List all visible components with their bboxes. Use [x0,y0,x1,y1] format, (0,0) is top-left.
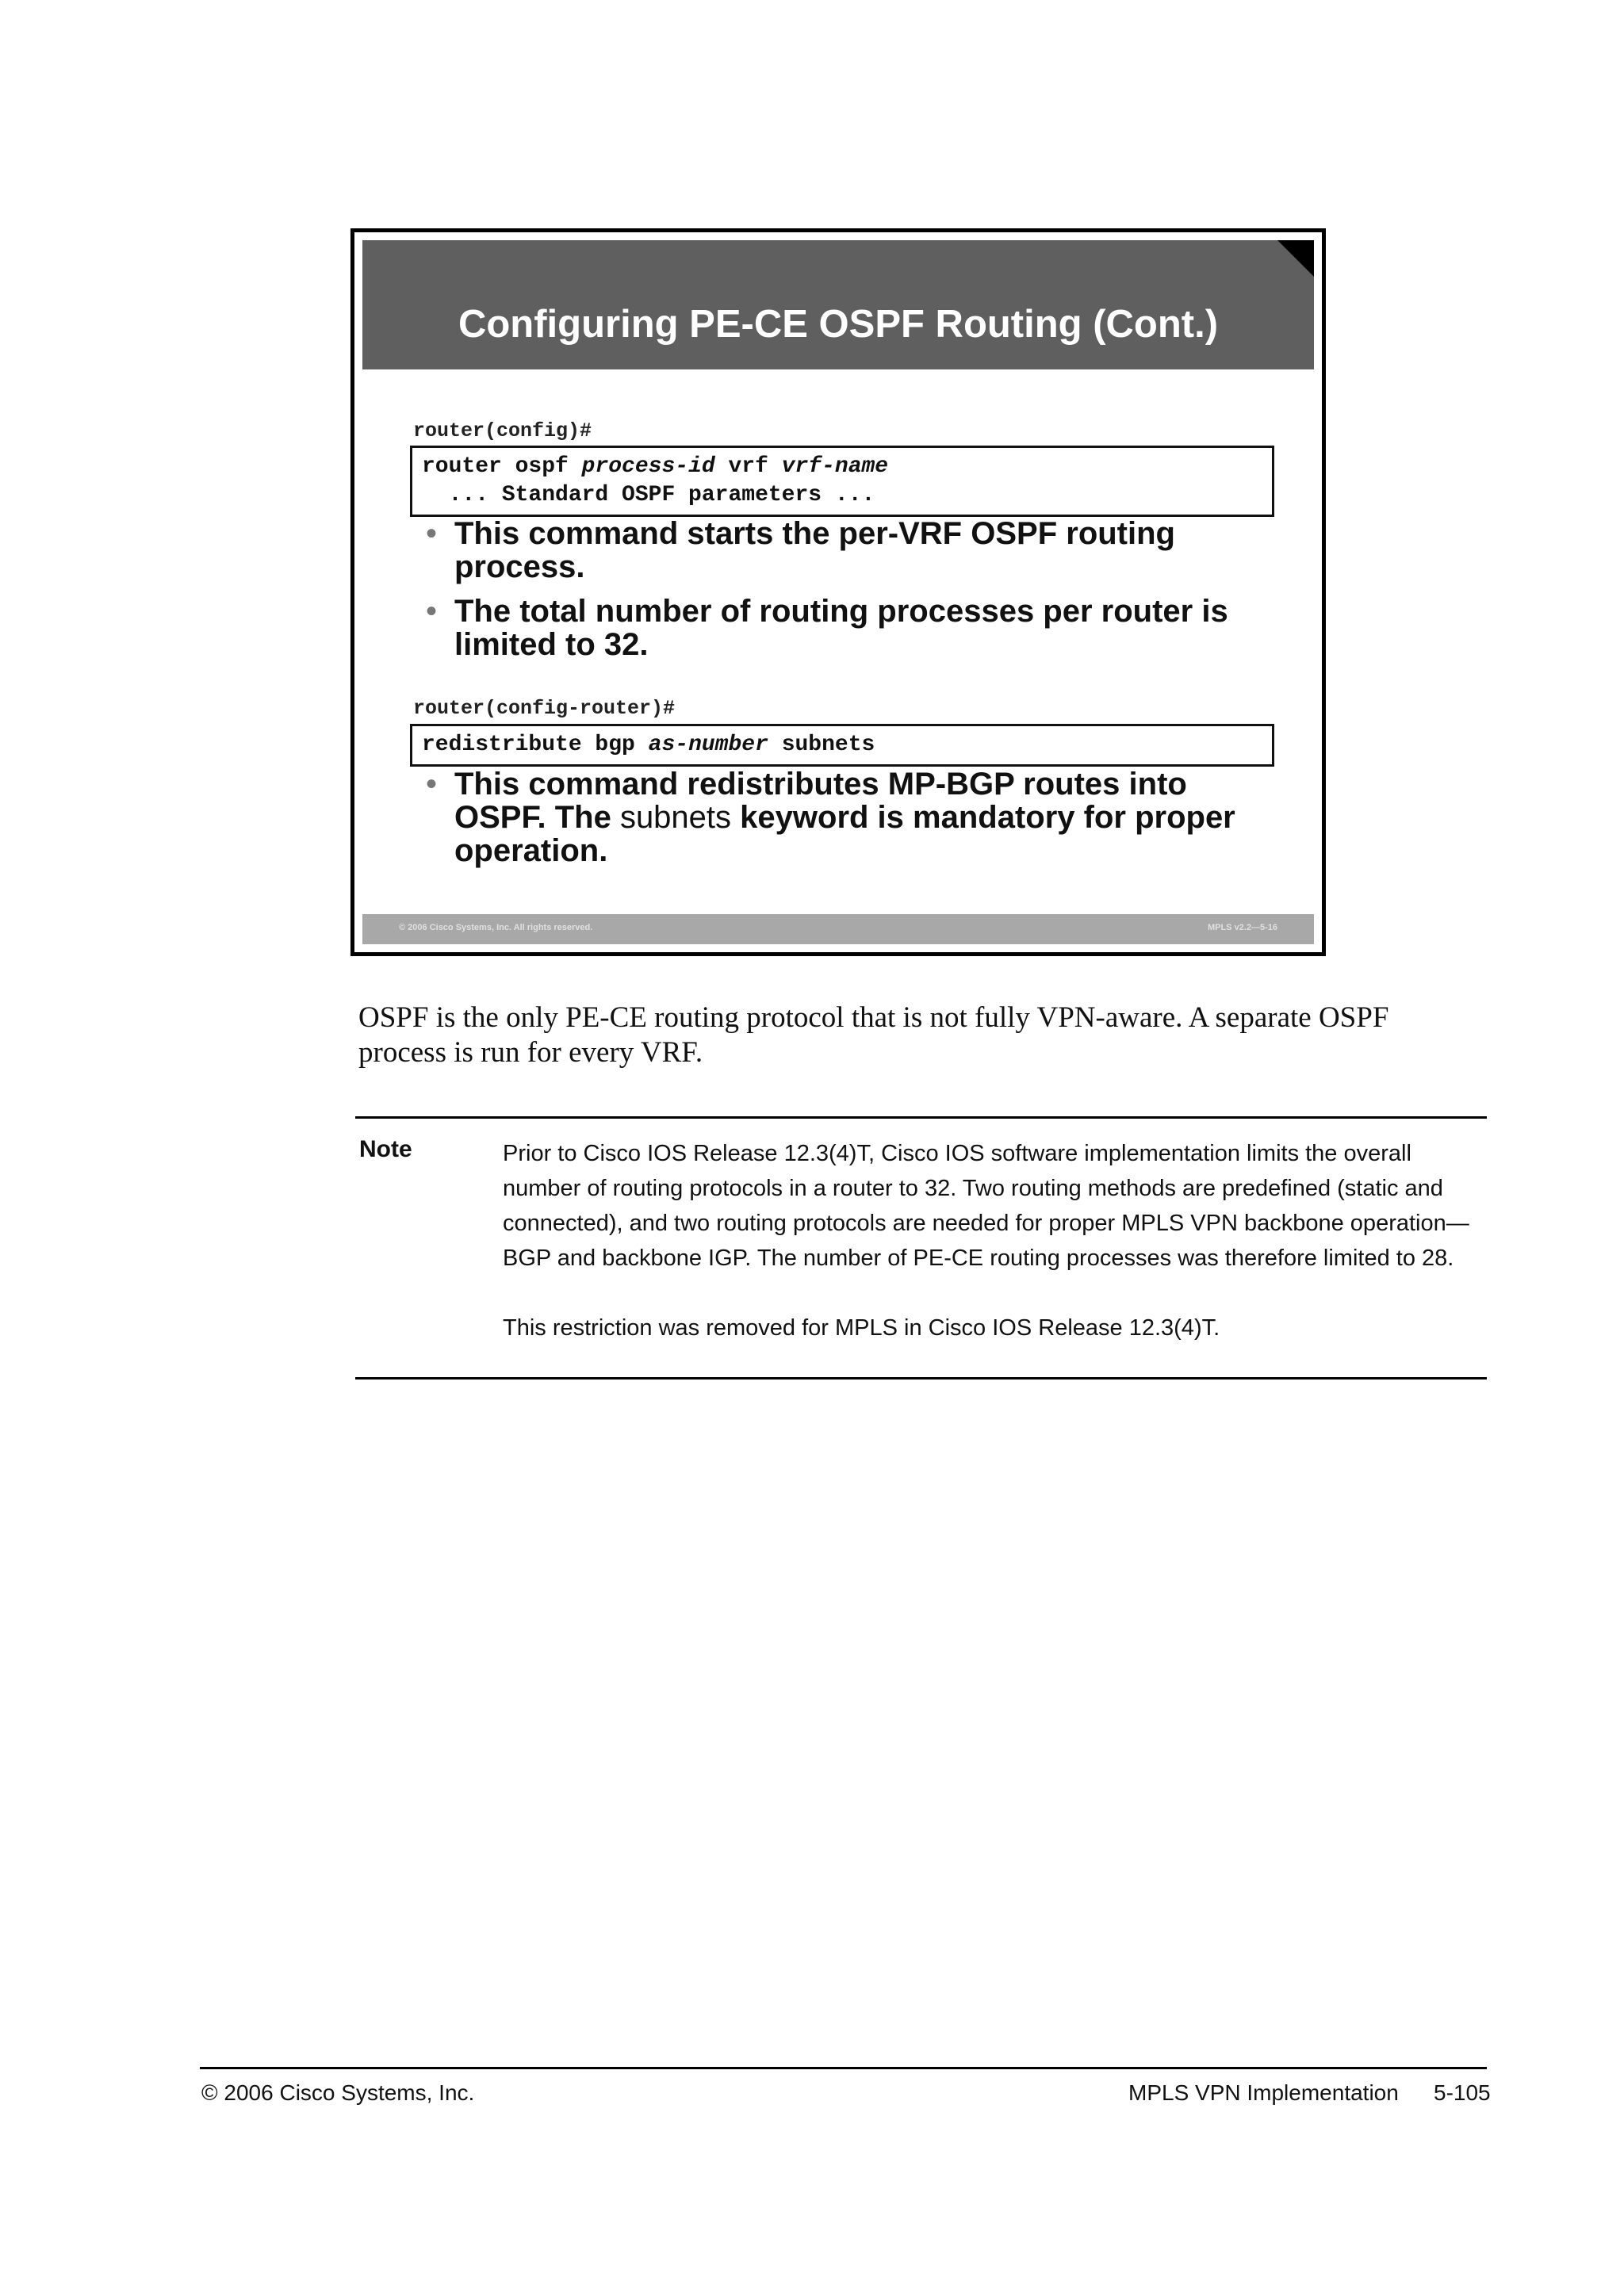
bullet-process-limit [426,595,1251,661]
bullet-dot-icon: • [426,594,438,629]
command-keyword: redistribute bgp [422,733,649,757]
command-argument: as-number [648,733,768,757]
command-keyword: vrf [714,454,782,479]
slide-title: Configuring PE-CE OSPF Routing (Cont.) [458,303,1219,346]
bullet-dot-icon: • [426,767,438,802]
bullet-keyword: subnets [619,800,732,835]
bullet-text: This command starts the per-VRF OSPF routing process. [454,516,1175,584]
bullet-text-before: This command redistributes MP-BGP routes into OSPF. The [454,767,1187,835]
corner-triangle-icon [1277,240,1314,277]
command-box-router-ospf [410,446,1274,517]
slide-footer [362,914,1314,944]
prompt-config-router: router(config-router)# [413,697,676,720]
prompt-config: router(config)# [413,419,592,442]
note-paragraph-1: Prior to Cisco IOS Release 12.3(4)T, Cisco IOS software implementation limits the overall number of routing protocols in a router to 32. Two routing methods are predefined (static and connected), and two routing protocols are needed for proper MPLS VPN backbone operation—BGP and backbone IGP. The number of PE-CE routing processes was therefore limited to 28. [503,1141,1469,1271]
bullet-text-after: keyword is mandatory for proper operation. [454,800,1235,868]
bullet-redistribute [426,767,1251,867]
command-line-standard-params: ... Standard OSPF parameters ... [422,483,875,507]
page-footer-page-number: 5-105 [1434,2080,1491,2105]
note-paragraph-2: This restriction was removed for MPLS in Cisco IOS Release 12.3(4)T. [503,1315,1220,1341]
slide-content [362,240,1314,944]
command-keyword: router ospf [422,454,582,479]
body-paragraph: OSPF is the only PE-CE routing protocol that is not fully VPN-aware. A separate OSPF process is run for every VRF. [358,1001,1389,1069]
note-label: Note [359,1136,412,1162]
page-footer-copyright: © 2006 Cisco Systems, Inc. [201,2080,475,2105]
slide-footer-copyright: © 2006 Cisco Systems, Inc. All rights reserved. [399,923,593,932]
bullet-dot-icon: • [426,516,438,551]
page-footer-rule [200,2067,1487,2069]
note-text [503,1136,1486,1345]
command-argument: process-id [581,454,715,479]
note-top-rule [355,1116,1487,1119]
slide-footer-id: MPLS v2.2—5-16 [1207,923,1277,932]
note-bottom-rule [355,1377,1487,1380]
command-keyword: subnets [768,733,875,757]
slide-frame [350,228,1326,956]
command-box-redistribute [410,724,1274,767]
command-argument: vrf-name [781,454,889,479]
page-footer-course: MPLS VPN Implementation [1128,2080,1399,2105]
slide-header [362,240,1314,369]
command-line-redistribute [422,731,1262,760]
command-line-router-ospf [422,453,1262,481]
bullet-text: The total number of routing processes per router is limited to 32. [454,594,1228,662]
bullet-per-vrf-process [426,517,1251,584]
